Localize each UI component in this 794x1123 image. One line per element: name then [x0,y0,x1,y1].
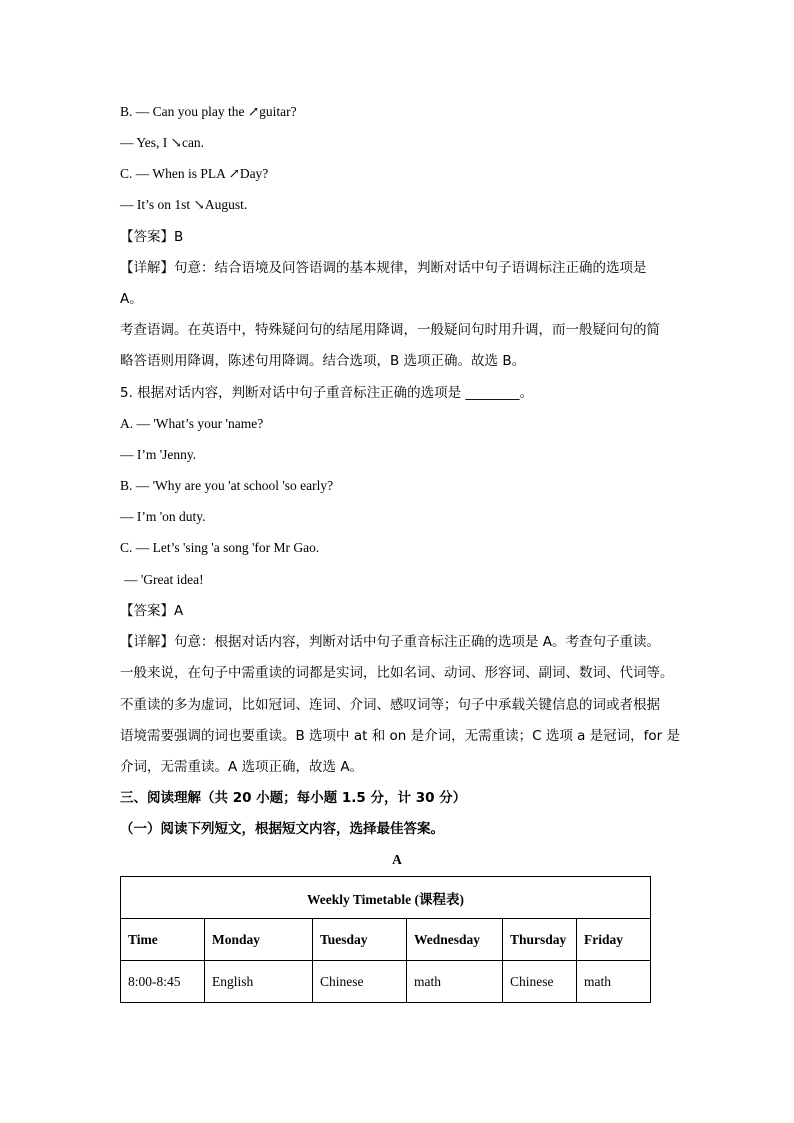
passage-label: A [392,852,402,867]
answer-5: 【答案】A [120,603,184,619]
explanation-4-line2: A。 [120,291,143,307]
option-b-stress-q: B. — 'Why are you 'at school 'so early? [120,478,334,493]
option-c-stress-q: C. — Let’s 'sing 'a song 'for Mr Gao. [120,540,320,555]
header-cell: Monday [205,919,313,961]
timetable-title-row [121,877,651,919]
question-5: 5. 根据对话内容，判断对话中句子重音标注正确的选项是 ________。 [120,385,533,401]
option-b-stress-a: — I’m 'on duty. [120,509,206,524]
option-c-intonation-a: — It’s on 1st ↘August. [120,197,248,212]
option-b-intonation-a: — Yes, I ↘can. [120,135,205,150]
header-cell: Friday [577,919,651,961]
table-cell: English [205,961,313,1003]
table-cell: Chinese [503,961,577,1003]
explanation-4-line3: 考查语调。在英语中，特殊疑问句的结尾用降调，一般疑问句时用升调，而一般疑问句的简 [120,322,660,338]
timetable [120,876,651,1003]
table-cell: math [407,961,503,1003]
table-cell: math [577,961,651,1003]
header-cell: Wednesday [407,919,503,961]
table-row [121,961,651,1003]
timetable-header-row [121,919,651,961]
explanation-5-line2: 一般来说，在句子中需重读的词都是实词，比如名词、动词、形容词、副词、数词、代词等。 [120,665,674,681]
option-a-stress-q: A. — 'What’s your 'name? [120,416,264,431]
table-cell: Chinese [313,961,407,1003]
explanation-4-line1: 【详解】句意：结合语境及问答语调的基本规律，判断对话中句子语调标注正确的选项是 [120,260,647,276]
option-a-stress-a: — I’m 'Jenny. [120,447,197,462]
header-cell: Time [121,919,205,961]
explanation-5-line1: 【详解】句意：根据对话内容，判断对话中句子重音标注正确的选项是 A。考查句子重读。 [120,634,661,650]
explanation-5-line4: 语境需要强调的词也要重读。B 选项中 at 和 on 是介词，无需重读；C 选项 a 是冠词，for 是 [120,728,681,744]
explanation-5-line3: 不重读的多为虚词，比如冠词、连词、介词、感叹词等；句子中承载关键信息的词或者根据 [120,697,660,713]
explanation-4-line4: 略答语则用降调，陈述句用降调。结合选项，B 选项正确。故选 B。 [120,353,526,369]
option-c-stress-a: — 'Great idea! [124,572,204,587]
section-heading: 三、阅读理解（共 20 小题；每小题 1.5 分，计 30 分） [120,790,467,806]
table-cell: 8:00-8:45 [121,961,205,1003]
header-cell: Thursday [503,919,577,961]
header-cell: Tuesday [313,919,407,961]
timetable-title: Weekly Timetable (课程表) [121,877,651,919]
subsection-heading: （一）阅读下列短文，根据短文内容，选择最佳答案。 [120,821,444,837]
answer-4: 【答案】B [120,229,184,245]
option-c-intonation-q: C. — When is PLA ↗Day? [120,166,269,181]
explanation-5-line5: 介词，无需重读。A 选项正确，故选 A。 [120,759,364,775]
option-b-intonation-q: B. — Can you play the ↗guitar? [120,104,297,119]
